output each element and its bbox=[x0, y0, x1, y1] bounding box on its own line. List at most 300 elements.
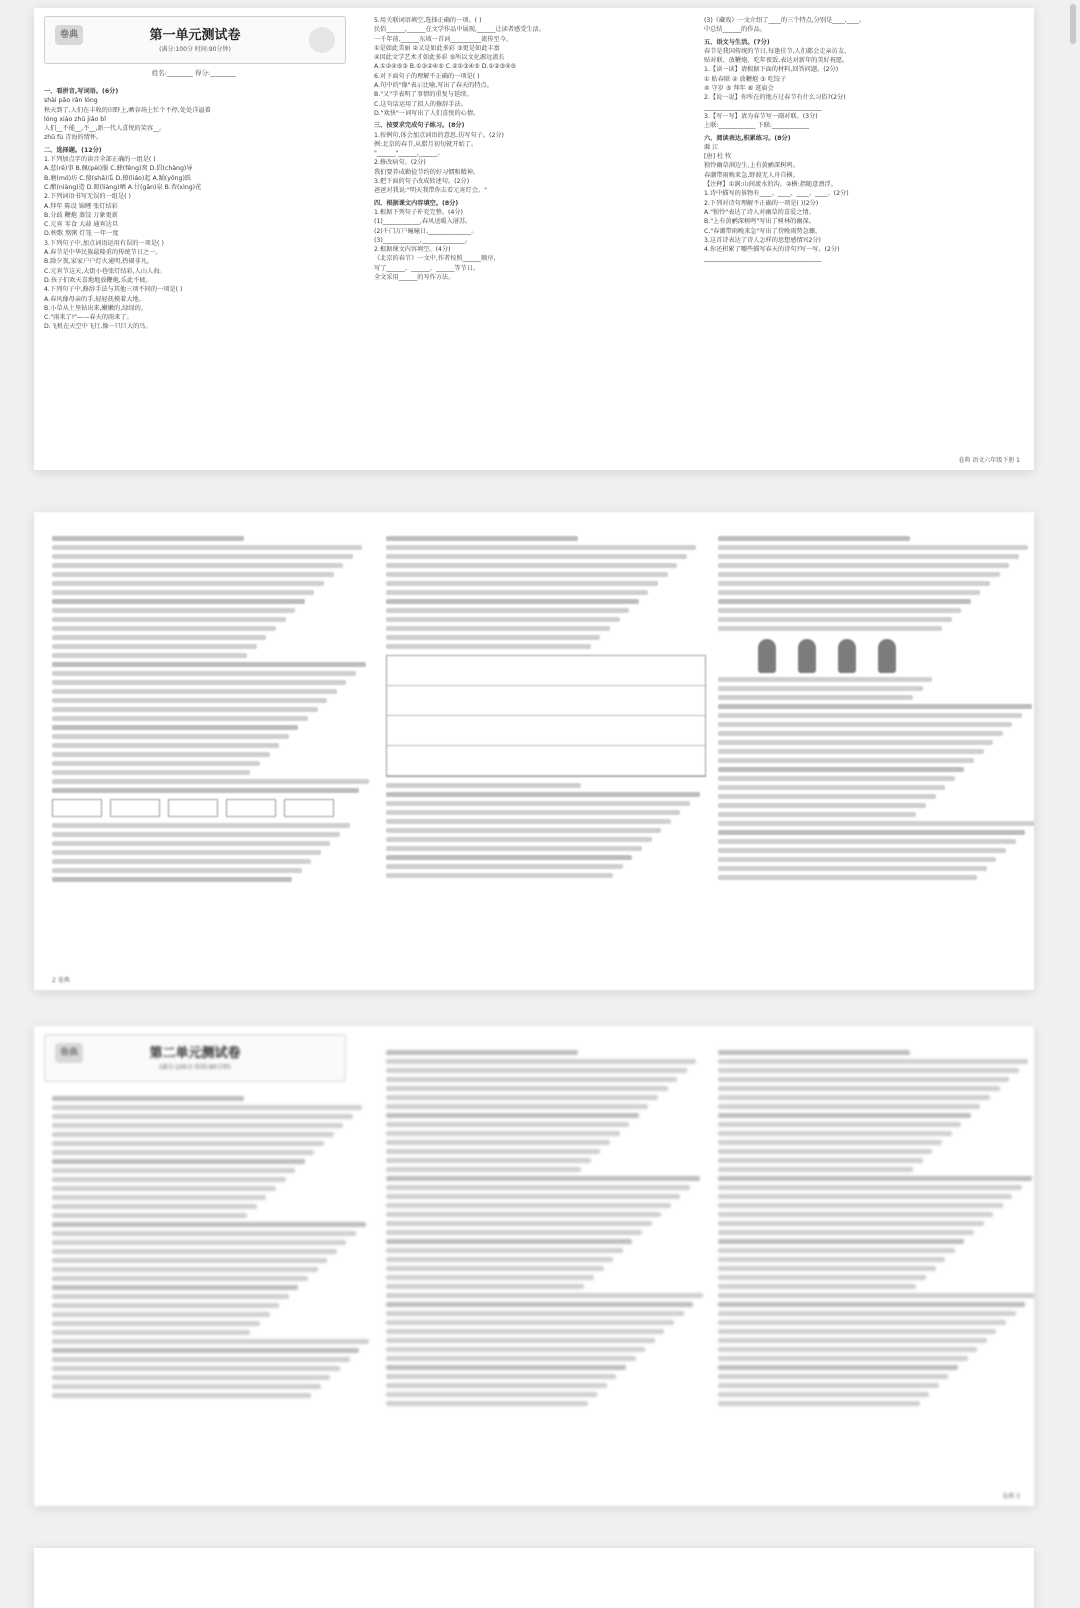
text-line: 独怜幽草涧边生,上有黄鹂深树鸣。 bbox=[704, 162, 799, 170]
blurred-text-line bbox=[718, 1401, 920, 1406]
figure-illustration bbox=[878, 639, 896, 673]
text-line: A.春节是中华民族最隆重的传统节日之一。 bbox=[44, 249, 162, 257]
blurred-text-line bbox=[386, 855, 632, 860]
blurred-text-line bbox=[718, 821, 1034, 826]
blurred-text-line bbox=[52, 536, 244, 541]
name-score-line: 姓名:________ 得分:________ bbox=[151, 69, 237, 77]
text-line: 民俗______,______在文学作品中展现,______让读者感受生活。 bbox=[374, 26, 545, 34]
table-row bbox=[387, 716, 705, 746]
text-line: 一、看拼音,写词语。(6分) bbox=[44, 88, 119, 95]
text-line: A.拜年 陈设 锦鲤 张灯结彩 bbox=[44, 202, 118, 210]
blurred-text-line bbox=[718, 713, 1022, 718]
blurred-text-line bbox=[386, 1284, 584, 1289]
blurred-text-line bbox=[718, 875, 977, 880]
blurred-text-line bbox=[718, 803, 926, 808]
blurred-text-line bbox=[386, 563, 677, 568]
column-1-blurred bbox=[52, 532, 372, 886]
table-row bbox=[387, 746, 705, 776]
text-line: ① 贴春联 ② 放鞭炮 ③ 吃饺子 bbox=[704, 75, 787, 83]
blurred-text-line bbox=[386, 1185, 690, 1190]
text-line: B."又"字表明了事情的重复与延续。 bbox=[374, 91, 473, 99]
brand-logo: 卷典 bbox=[55, 25, 83, 45]
flow-box bbox=[52, 799, 102, 817]
text-line: D.孩子们欢天喜地地放鞭炮,乐此不疲。 bbox=[44, 276, 152, 284]
flow-diagram bbox=[52, 799, 372, 817]
text-line: C.这句话运用了拟人的修辞手法。 bbox=[374, 100, 467, 108]
blurred-text-line bbox=[718, 554, 1019, 559]
text-line: 全文采用______的写作方法。 bbox=[374, 274, 455, 282]
blurred-text-line bbox=[386, 617, 620, 622]
text-line: 人们__不能__,不__,新一代人喜悦的笑容__。 bbox=[44, 125, 166, 133]
blurred-text-line bbox=[718, 1365, 958, 1370]
column-2-blurred bbox=[386, 532, 706, 882]
page-footer: 卷典 3 bbox=[1002, 1493, 1020, 1500]
blurred-text-line bbox=[718, 722, 1012, 727]
blurred-text-line bbox=[52, 617, 286, 622]
text-line: (2)千门万户曈曈日,______________。 bbox=[374, 227, 478, 235]
blurred-text-line bbox=[718, 1374, 948, 1379]
text-line: lóng xiào zhū jiǎo bǐ bbox=[44, 115, 106, 123]
blurred-text-line bbox=[52, 1303, 279, 1308]
blurred-text-line bbox=[718, 1149, 932, 1154]
text-line: 爸爸对我说:"明天我带你去看元宵灯会。" bbox=[374, 187, 487, 195]
text-line: 2.下列词语书写无误的一组是( ) bbox=[44, 193, 131, 201]
blurred-text-line bbox=[718, 626, 942, 631]
blurred-text-line bbox=[718, 1383, 939, 1388]
blurred-text-line bbox=[386, 837, 652, 842]
blurred-text-line bbox=[718, 1050, 910, 1055]
blurred-text-line bbox=[52, 1393, 311, 1398]
blurred-text-line bbox=[386, 626, 610, 631]
blurred-text-line bbox=[52, 635, 266, 640]
blurred-text-line bbox=[52, 554, 353, 559]
text-line: B.磨(mó)坊 C.傻(shǎ)瓜 D.撩(liáo)起 A.踊(yǒng)跃 bbox=[44, 174, 192, 182]
blurred-text-line bbox=[718, 776, 955, 781]
blurred-text-line bbox=[386, 1212, 661, 1217]
text-line: 春节是我国传统的节日,每逢佳节,人们都会走亲访友、 bbox=[704, 47, 851, 55]
blurred-text-line bbox=[52, 1096, 244, 1101]
blurred-text-line bbox=[718, 866, 987, 871]
blurred-text-line bbox=[386, 1104, 648, 1109]
blurred-text-line bbox=[52, 788, 359, 793]
page-subtitle: (满分:100分 时间:90分钟) bbox=[159, 1064, 231, 1071]
blurred-text-line bbox=[52, 1186, 276, 1191]
blurred-text-line bbox=[386, 590, 648, 595]
blurred-text-line bbox=[718, 563, 1009, 568]
page-footer: 2 卷典 bbox=[52, 977, 70, 984]
blurred-text-line bbox=[718, 1311, 1016, 1316]
blurred-text-line bbox=[386, 1167, 581, 1172]
blurred-text-line bbox=[52, 877, 292, 882]
blurred-text-line bbox=[52, 1159, 305, 1164]
seal-icon bbox=[309, 27, 335, 53]
blurred-text-line bbox=[386, 1383, 607, 1388]
text-line: 我们要养成勤俭节约的好习惯和精神。 bbox=[374, 168, 480, 176]
blurred-text-line bbox=[718, 1221, 984, 1226]
text-line: A.句中的"像"表示比喻,写出了春天的特点。 bbox=[374, 82, 493, 90]
blurred-text-line bbox=[386, 1338, 655, 1343]
blurred-text-line bbox=[386, 1329, 664, 1334]
text-line: 四、根据课文内容填空。(8分) bbox=[374, 199, 459, 207]
text-line: B."上有黄鹂深树鸣"写出了树林的幽深。 bbox=[704, 218, 815, 226]
column-1-blurred bbox=[52, 1092, 372, 1402]
blurred-text-line bbox=[52, 653, 247, 658]
column-3 bbox=[704, 16, 1026, 264]
text-line: (3)____________,______________。 bbox=[374, 236, 472, 244]
figure-illustration bbox=[798, 639, 816, 673]
blurred-text-line bbox=[52, 1321, 260, 1326]
blurred-text-line bbox=[52, 1114, 353, 1119]
blurred-text-line bbox=[52, 1132, 334, 1137]
blurred-text-line bbox=[718, 1302, 1025, 1307]
blurred-text-line bbox=[718, 830, 1025, 835]
text-line: 5.用关联词语填空,选择正确的一项。( ) bbox=[374, 17, 482, 24]
blurred-text-line bbox=[386, 1392, 597, 1397]
text-line: 六、阅读表达,积累练习。(8分) bbox=[704, 134, 791, 142]
column-2-blurred bbox=[386, 1046, 706, 1410]
blurred-text-line bbox=[52, 1222, 366, 1227]
text-line: ①是如此美丽 ②又是如此多彩 ③更是如此丰富 bbox=[374, 44, 500, 52]
text-line: 1.根据下列句子补充完整。(4分) bbox=[374, 208, 463, 216]
blurred-text-line bbox=[52, 725, 298, 730]
text-line: 中总结______的作品。 bbox=[704, 26, 766, 34]
blurred-text-line bbox=[718, 590, 980, 595]
text-line: 2.修改病句。(2分) bbox=[374, 159, 426, 167]
blurred-text-line bbox=[718, 1212, 993, 1217]
blurred-text-line bbox=[52, 563, 343, 568]
blurred-text-line bbox=[52, 850, 321, 855]
flow-box bbox=[168, 799, 218, 817]
blurred-text-line bbox=[386, 1302, 693, 1307]
blurred-text-line bbox=[52, 1276, 308, 1281]
blurred-text-line bbox=[52, 1357, 350, 1362]
text-line: 3.【写一写】请为春节写一副对联。(3分) bbox=[704, 112, 818, 120]
text-line: 上联:____________ 下联:____________ bbox=[704, 122, 810, 130]
blurred-text-line bbox=[718, 740, 993, 745]
column-2 bbox=[374, 16, 696, 282]
flow-box bbox=[110, 799, 160, 817]
blurred-text-line bbox=[52, 680, 346, 685]
blurred-text-line bbox=[386, 1059, 696, 1064]
blurred-text-line bbox=[52, 1312, 270, 1317]
blurred-text-line bbox=[718, 731, 1003, 736]
blurred-text-line bbox=[386, 1050, 578, 1055]
text-line: 秋天到了,人们在丰收的田野上,晒谷场上忙个不停,处处洋溢着 bbox=[44, 106, 211, 114]
blurred-text-line bbox=[386, 581, 658, 586]
blurred-text-line bbox=[52, 1177, 286, 1182]
blurred-text-line bbox=[386, 545, 696, 550]
text-line: 1.【读一读】请根据下面的材料,回答问题。(2分) bbox=[704, 66, 839, 74]
blurred-text-line bbox=[386, 1140, 610, 1145]
blurred-text-line bbox=[52, 1330, 250, 1335]
blurred-text-line bbox=[718, 1122, 961, 1127]
text-line: C.酿(niàng)造 D.晾(liàng)晒 A.甘(gān)泉 B.杏(xìng)花 bbox=[44, 183, 202, 191]
flow-box bbox=[226, 799, 276, 817]
blurred-text-line bbox=[718, 1095, 990, 1100]
blurred-text-line bbox=[52, 608, 295, 613]
text-line: 1.下列加点字的读音全部正确的一组是( ) bbox=[44, 156, 156, 164]
blurred-text-line bbox=[386, 810, 680, 815]
blurred-text-line bbox=[718, 812, 916, 817]
blurred-text-line bbox=[52, 1168, 295, 1173]
blurred-text-line bbox=[52, 671, 356, 676]
blurred-text-line bbox=[718, 1338, 987, 1343]
figure-illustration bbox=[838, 639, 856, 673]
blurred-text-line bbox=[386, 1311, 684, 1316]
answer-table bbox=[386, 655, 706, 777]
text-line: ④因此文学艺术才如此多彩 ⑤所以文化源远流长 bbox=[374, 54, 505, 62]
blurred-text-line bbox=[386, 828, 661, 833]
blurred-text-line bbox=[386, 599, 639, 604]
blurred-text-line bbox=[52, 770, 250, 775]
text-line: 例:北京的春节,从腊月初旬就开始了。 bbox=[374, 140, 478, 148]
blurred-text-line bbox=[718, 704, 1032, 709]
blurred-text-line bbox=[52, 1231, 356, 1236]
blurred-text-line bbox=[52, 841, 330, 846]
blurred-text-line bbox=[718, 1257, 945, 1262]
text-line: A.①②④⑤③ B.①③②④⑤ C.②①③④⑤ D.①②③④⑤ bbox=[374, 63, 517, 71]
blurred-text-line bbox=[718, 1248, 955, 1253]
blurred-text-line bbox=[386, 1293, 703, 1298]
blurred-text-line bbox=[386, 1356, 636, 1361]
blurred-text-line bbox=[52, 599, 305, 604]
text-line: 1.诗中描写的景物有____、____、____、____。(2分) bbox=[704, 190, 849, 198]
column-1 bbox=[44, 84, 366, 332]
worksheet-page-1 bbox=[34, 8, 1034, 470]
text-line: ④ 守岁 ⑤ 拜年 ⑥ 逛庙会 bbox=[704, 85, 774, 93]
text-line: ______________________________________ bbox=[704, 255, 822, 263]
blurred-text-line bbox=[718, 1329, 996, 1334]
blurred-text-line bbox=[718, 1203, 1003, 1208]
blurred-text-line bbox=[52, 545, 362, 550]
blurred-text-line bbox=[386, 1257, 613, 1262]
text-line: A."独怜"表达了诗人对幽草的喜爱之情。 bbox=[704, 208, 815, 216]
blurred-text-line bbox=[52, 743, 279, 748]
blurred-text-line bbox=[386, 1095, 658, 1100]
blurred-text-line bbox=[52, 734, 289, 739]
worksheet-page-3 bbox=[34, 1026, 1034, 1506]
blurred-text-line bbox=[52, 1105, 362, 1110]
blurred-text-line bbox=[52, 752, 270, 757]
blurred-text-line bbox=[718, 617, 952, 622]
blurred-text-line bbox=[718, 1185, 1022, 1190]
text-line: 3.下列句子中,加点词语运用有误的一项是( ) bbox=[44, 239, 164, 247]
blurred-text-line bbox=[718, 1059, 1028, 1064]
text-line: 贴对联、放鞭炮、吃年夜饭,表达对新年的美好祝愿。 bbox=[704, 57, 849, 65]
scrollbar[interactable] bbox=[1070, 4, 1076, 44]
blurred-text-line bbox=[52, 626, 276, 631]
blurred-text-line bbox=[386, 792, 700, 797]
blurred-text-line bbox=[718, 695, 913, 700]
text-line: B.小草从土里钻出来,嫩嫩的,绿绿的。 bbox=[44, 304, 147, 312]
blurred-text-line bbox=[718, 1131, 952, 1136]
text-line: B.分歧 鞭炮 蒸饺 万象更新 bbox=[44, 211, 118, 219]
blurred-text-line bbox=[386, 801, 690, 806]
blurred-text-line bbox=[718, 1068, 1019, 1073]
page-subtitle: (满分:100分 时间:90分钟) bbox=[159, 46, 231, 53]
blurred-text-line bbox=[52, 1384, 321, 1389]
blurred-text-line bbox=[52, 1339, 369, 1344]
blurred-text-line bbox=[52, 1123, 343, 1128]
blurred-text-line bbox=[386, 1068, 687, 1073]
text-line: 1.按例句,体会加点词语的意思,仿写句子。(2分) bbox=[374, 131, 504, 139]
table-row bbox=[387, 656, 705, 686]
blurred-text-line bbox=[718, 1113, 971, 1118]
blurred-text-line bbox=[52, 716, 308, 721]
text-line: C."春潮带雨晚来急"写出了傍晚雨势急骤。 bbox=[704, 227, 822, 235]
blurred-text-line bbox=[718, 1293, 1034, 1298]
blurred-text-line bbox=[52, 644, 257, 649]
text-line: 6.对下面句子的理解不正确的一项是( ) bbox=[374, 72, 480, 80]
blurred-text-line bbox=[386, 1149, 600, 1154]
blurred-text-line bbox=[386, 1131, 620, 1136]
blurred-text-line bbox=[386, 1203, 671, 1208]
blurred-text-line bbox=[386, 572, 668, 577]
blurred-text-line bbox=[52, 581, 324, 586]
blurred-text-line bbox=[718, 1194, 1012, 1199]
blurred-text-line bbox=[386, 644, 591, 649]
text-line: 五、语文与生活。(7分) bbox=[704, 38, 770, 46]
worksheet-page-4 bbox=[34, 1548, 1034, 1608]
blurred-text-line bbox=[718, 1230, 974, 1235]
column-3-blurred bbox=[718, 532, 1034, 884]
text-line: D.飞机在天空中飞行,像一只巨大的鸟。 bbox=[44, 323, 152, 331]
column-3-blurred bbox=[718, 1046, 1034, 1410]
blurred-text-line bbox=[386, 846, 642, 851]
blurred-text-line bbox=[52, 761, 260, 766]
blurred-text-line bbox=[386, 1365, 626, 1370]
text-line: D."欢快"一词写出了人们喜悦的心情。 bbox=[374, 109, 480, 117]
blurred-text-line bbox=[386, 1248, 623, 1253]
blurred-text-line bbox=[386, 1275, 594, 1280]
blurred-text-line bbox=[718, 1275, 926, 1280]
text-line: A.春风像母亲的手,轻轻抚摸着大地。 bbox=[44, 295, 145, 303]
text-line: 一千年前,______东坡一首词__________流传至今。 bbox=[374, 35, 513, 43]
blurred-text-line bbox=[52, 1195, 266, 1200]
blurred-text-line bbox=[52, 1204, 257, 1209]
blurred-text-line bbox=[52, 823, 350, 828]
blurred-text-line bbox=[52, 859, 311, 864]
worksheet-page-2 bbox=[34, 512, 1034, 990]
text-line: 【注释】①涧:山间流水的沟。②横:指随意漂浮。 bbox=[704, 181, 837, 189]
page-footer: 卷典 语文六年级下册 1 bbox=[958, 457, 1020, 464]
text-line: 2.根据课文内容填空。(4分) bbox=[374, 246, 451, 254]
flow-box bbox=[284, 799, 334, 817]
blurred-text-line bbox=[386, 1194, 680, 1199]
text-line: D.秧歌 熬粥 灯笼 一年一度 bbox=[44, 230, 119, 238]
blurred-text-line bbox=[718, 794, 936, 799]
blurred-text-line bbox=[718, 839, 1016, 844]
blurred-text-line bbox=[718, 848, 1006, 853]
blurred-text-line bbox=[718, 572, 1000, 577]
blurred-text-line bbox=[52, 1285, 298, 1290]
text-line: C."雨来了!"——春天的雨来了。 bbox=[44, 314, 133, 322]
text-line: A.惹(rě)事 B.佩(pèi)服 C.蜂(fēng)窝 D.倡(chàng)导 bbox=[44, 165, 193, 173]
blurred-text-line bbox=[52, 1240, 346, 1245]
blurred-text-line bbox=[386, 1230, 642, 1235]
blurred-text-line bbox=[52, 1258, 327, 1263]
blurred-text-line bbox=[52, 1267, 318, 1272]
blurred-text-line bbox=[386, 1086, 668, 1091]
brand-logo: 卷典 bbox=[55, 1043, 83, 1063]
blurred-text-line bbox=[52, 1141, 324, 1146]
blurred-text-line bbox=[718, 767, 964, 772]
text-line: 《北京的春节》一文中,作者按照______顺序, bbox=[374, 255, 496, 263]
page-title: 第一单元测试卷 bbox=[149, 28, 241, 43]
blurred-text-line bbox=[52, 1348, 359, 1353]
blurred-text-line bbox=[386, 783, 581, 788]
blurred-text-line bbox=[52, 689, 337, 694]
blurred-text-line bbox=[386, 1347, 645, 1352]
text-line: zhū fù 青海的情怀。 bbox=[44, 134, 103, 142]
blurred-text-line bbox=[718, 1140, 942, 1145]
blurred-text-line bbox=[386, 819, 671, 824]
blurred-text-line bbox=[718, 1167, 913, 1172]
blurred-text-line bbox=[718, 545, 1028, 550]
blurred-text-line bbox=[718, 1239, 964, 1244]
text-line: 写了______、______、______等节日。 bbox=[374, 264, 480, 272]
text-line: 滁 江 bbox=[704, 143, 719, 151]
blurred-text-line bbox=[52, 779, 369, 784]
text-line: 3.这首诗表达了诗人怎样的思想感情?(2分) bbox=[704, 236, 821, 244]
blurred-text-line bbox=[52, 707, 318, 712]
blurred-text-line bbox=[718, 1158, 923, 1163]
blurred-text-line bbox=[386, 873, 613, 878]
blurred-text-line bbox=[718, 785, 945, 790]
blurred-text-line bbox=[718, 1077, 1009, 1082]
blurred-text-line bbox=[718, 686, 923, 691]
blurred-text-line bbox=[386, 1176, 700, 1181]
blurred-text-line bbox=[386, 608, 629, 613]
blurred-text-line bbox=[386, 1077, 677, 1082]
text-line: (1)____________,春风送暖入屠苏。 bbox=[374, 218, 472, 226]
text-line: C.元宵节这天,大街小巷张灯结彩,人山人海。 bbox=[44, 267, 166, 275]
blurred-text-line bbox=[52, 1213, 247, 1218]
blurred-text-line bbox=[718, 1086, 1000, 1091]
text-line: 二、选择题。(12分) bbox=[44, 146, 102, 154]
text-line: C.元宵 零食 大蒜 通宵达旦 bbox=[44, 221, 119, 229]
figure-illustration bbox=[758, 639, 776, 673]
text-line: B.除夕夜,家家户户灯火通明,热闹非凡。 bbox=[44, 258, 154, 266]
blurred-text-line bbox=[52, 698, 327, 703]
text-line: 3.把下面的句子改成转述句。(2分) bbox=[374, 178, 470, 186]
blurred-text-line bbox=[52, 590, 314, 595]
blurred-text-line bbox=[718, 608, 961, 613]
blurred-text-line bbox=[718, 1176, 1032, 1181]
blurred-text-line bbox=[52, 1375, 330, 1380]
text-line: 三、按要求完成句子练习。(8分) bbox=[374, 122, 465, 130]
blurred-text-line bbox=[386, 864, 623, 869]
text-line: 2.【说一说】你所在的地方过春节有什么习俗?(2分) bbox=[704, 94, 846, 102]
text-line: ______________________________________ bbox=[704, 103, 822, 111]
blurred-text-line bbox=[52, 1294, 289, 1299]
text-line: (3)《藏戏》一文介绍了____的三个特点,分别是____,____。 bbox=[704, 17, 866, 24]
text-line: 4.下列句子中,修辞手法与其他三项不同的一项是( ) bbox=[44, 286, 183, 294]
text-line: shài pǎo rǎn lóng bbox=[44, 97, 98, 105]
blurred-text-line bbox=[52, 662, 366, 667]
blurred-text-line bbox=[52, 1150, 314, 1155]
blurred-text-line bbox=[386, 1122, 629, 1127]
blurred-text-line bbox=[386, 1266, 604, 1271]
blurred-text-line bbox=[386, 1158, 591, 1163]
blurred-text-line bbox=[386, 1239, 632, 1244]
blurred-text-line bbox=[718, 581, 990, 586]
blurred-text-line bbox=[52, 832, 340, 837]
blurred-text-line bbox=[718, 599, 971, 604]
text-line: "______"______,______。 bbox=[374, 150, 444, 158]
blurred-text-line bbox=[386, 1401, 588, 1406]
blurred-text-line bbox=[718, 1320, 1006, 1325]
